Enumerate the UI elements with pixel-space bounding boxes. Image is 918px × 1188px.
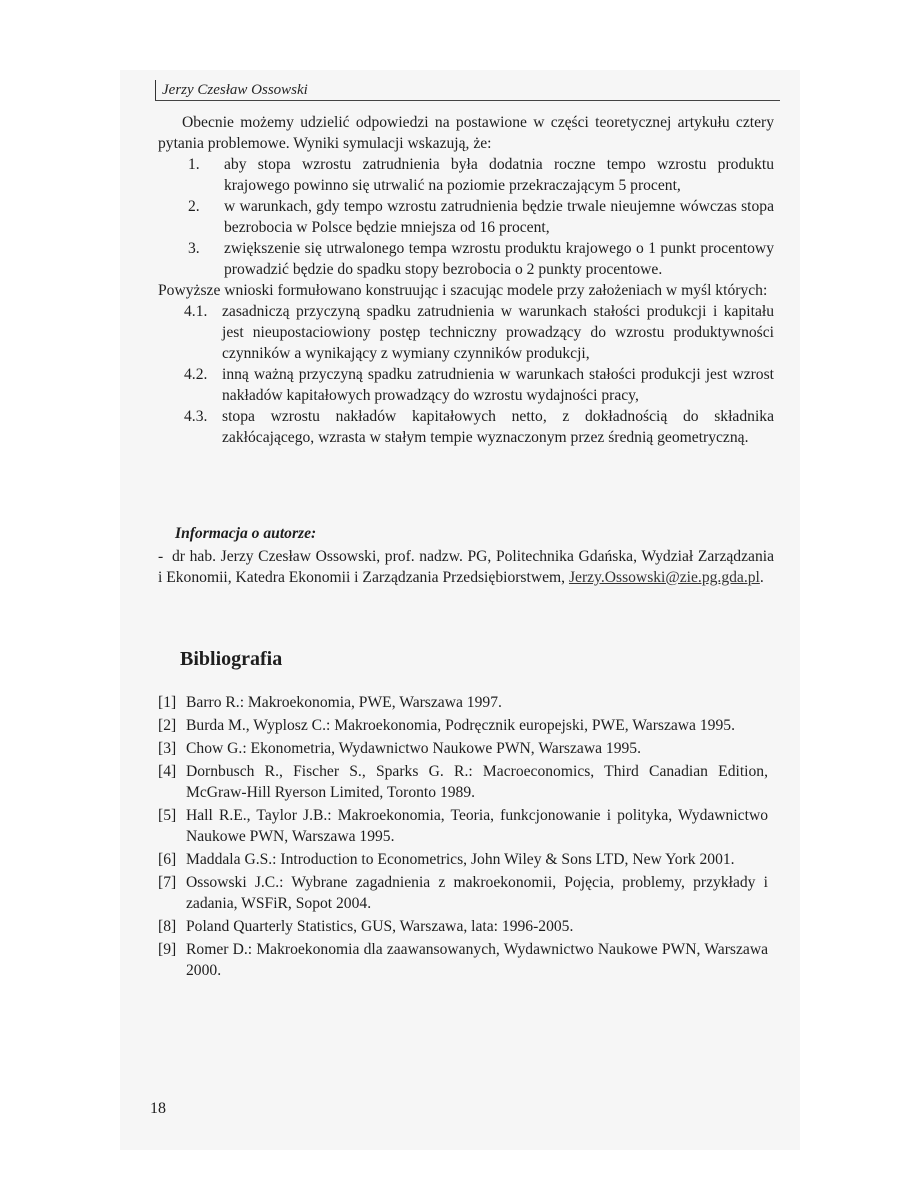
header-author: Jerzy Czesław Ossowski [162,82,308,98]
bibliography-item [158,761,768,803]
bibliography-text: Hall R.E., Taylor J.B.: Makroekonomia, Teoria, funkcjonowanie i polityka, Wydawnictwo Naukowe PWN, Warszawa 1995. [186,807,768,845]
page-number: 18 [150,1100,166,1117]
bibliography-text: Ossowski J.C.: Wybrane zagadnienia z makroekonomii, Pojęcia, problemy, przykłady i zadania, WSFiR, Sopot 2004. [186,874,768,912]
list-item-text: zasadniczą przyczyną spadku zatrudnienia w warunkach stałości produkcji i kapitału jest nieupostaciowiony postęp techniczny prowadzący do wzrostu produktywności czynników a wynikający z wymiany czynników produkcji, [222,303,774,362]
bibliography-number: [8] [158,918,177,935]
bibliography-text: Barro R.: Makroekonomia, PWE, Warszawa 1997. [186,694,502,711]
body-text [158,112,774,448]
list-item-number: 4.3. [184,408,208,425]
bibliography-text: Burda M., Wyplosz C.: Makroekonomia, Podręcznik europejski, PWE, Warszawa 1995. [186,717,735,734]
list-item-text: zwiększenie się utrwalonego tempa wzrostu produktu krajowego o 1 punkt procentowy prowadzić będzie do spadku stopy bezrobocia o 2 punkty procentowe. [224,240,774,278]
list-item-number: 1. [188,156,200,173]
bibliography-text: Poland Quarterly Statistics, GUS, Warszawa, lata: 1996-2005. [186,918,574,935]
author-info-text [158,546,774,588]
bibliography-item [158,805,768,847]
bibliography-item [158,715,768,736]
bibliography-number: [9] [158,941,177,958]
bibliography-item [158,849,768,870]
running-header [155,80,308,100]
list-item [158,301,774,364]
bibliography-number: [4] [158,763,177,780]
bibliography-text: Maddala G.S.: Introduction to Econometrics, John Wiley & Sons LTD, New York 2001. [186,851,735,868]
bibliography-number: [7] [158,874,177,891]
list-item-text: w warunkach, gdy tempo wzrostu zatrudnienia będzie trwale nieujemne wówczas stopa bezrobocia w Polsce będzie mniejsza od 16 procent, [224,198,774,236]
list-item [158,364,774,406]
author-affiliation: dr hab. Jerzy Czesław Ossowski, prof. nadzw. PG, Politechnika Gdańska, Wydział Zarządzania i Ekonomii, Katedra Ekonomii i Zarządzania Przedsiębiorstwem, [158,548,774,586]
bibliography-title: Bibliografia [180,648,283,670]
list-item [158,196,774,238]
bibliography-number: [5] [158,807,177,824]
bibliography-list [158,692,768,983]
author-info-heading: Informacja o autorze: [175,525,317,542]
bibliography-text: Dornbusch R., Fischer S., Sparks G. R.: Macroeconomics, Third Canadian Edition, McGraw-Hill Ryerson Limited, Toronto 1989. [186,763,768,801]
list-item [158,238,774,280]
list-item-text: aby stopa wzrostu zatrudnienia była dodatnia roczne tempo wzrostu produktu krajowego powinno się utrwalić na poziomie przekraczającym 5 procent, [224,156,774,194]
list-item-number: 3. [188,240,200,257]
bibliography-text: Chow G.: Ekonometria, Wydawnictwo Naukowe PWN, Warszawa 1995. [186,740,641,757]
bibliography-number: [2] [158,717,177,734]
findings-list [158,154,774,280]
author-email-link[interactable]: Jerzy.Ossowski@zie.pg.gda.pl [568,569,760,586]
list-item-number: 4.1. [184,303,208,320]
author-email-suffix: . [759,569,764,586]
list-item [158,406,774,448]
author-dash: - [158,548,164,565]
list-item-number: 4.2. [184,366,208,383]
bibliography-number: [3] [158,740,177,757]
bibliography-item [158,692,768,713]
bibliography-item [158,738,768,759]
bibliography-item [158,872,768,914]
bibliography-item [158,939,768,981]
bibliography-item [158,916,768,937]
bibliography-number: [1] [158,694,177,711]
assumptions-intro: Powyższe wnioski formułowano konstruując i szacując modele przy założeniach w myśl których: [158,282,768,299]
list-item-number: 2. [188,198,200,215]
header-rule [155,100,780,101]
list-item-text: inną ważną przyczyną spadku zatrudnienia w warunkach stałości produkcji jest wzrost nakładów kapitałowych prowadzący do wzrostu wydajności pracy, [222,366,774,404]
intro-paragraph: Obecnie możemy udzielić odpowiedzi na postawione w części teoretycznej artykułu cztery pytania problemowe. Wyniki symulacji wskazują, że: [158,114,774,152]
assumptions-list [158,301,774,448]
bibliography-number: [6] [158,851,177,868]
list-item [158,154,774,196]
bibliography-text: Romer D.: Makroekonomia dla zaawansowanych, Wydawnictwo Naukowe PWN, Warszawa 2000. [186,941,768,979]
list-item-text: stopa wzrostu nakładów kapitałowych netto, z dokładnością do składnika zakłócającego, wzrasta w stałym tempie wyznaczonym przez średnią geometryczną. [222,408,774,446]
